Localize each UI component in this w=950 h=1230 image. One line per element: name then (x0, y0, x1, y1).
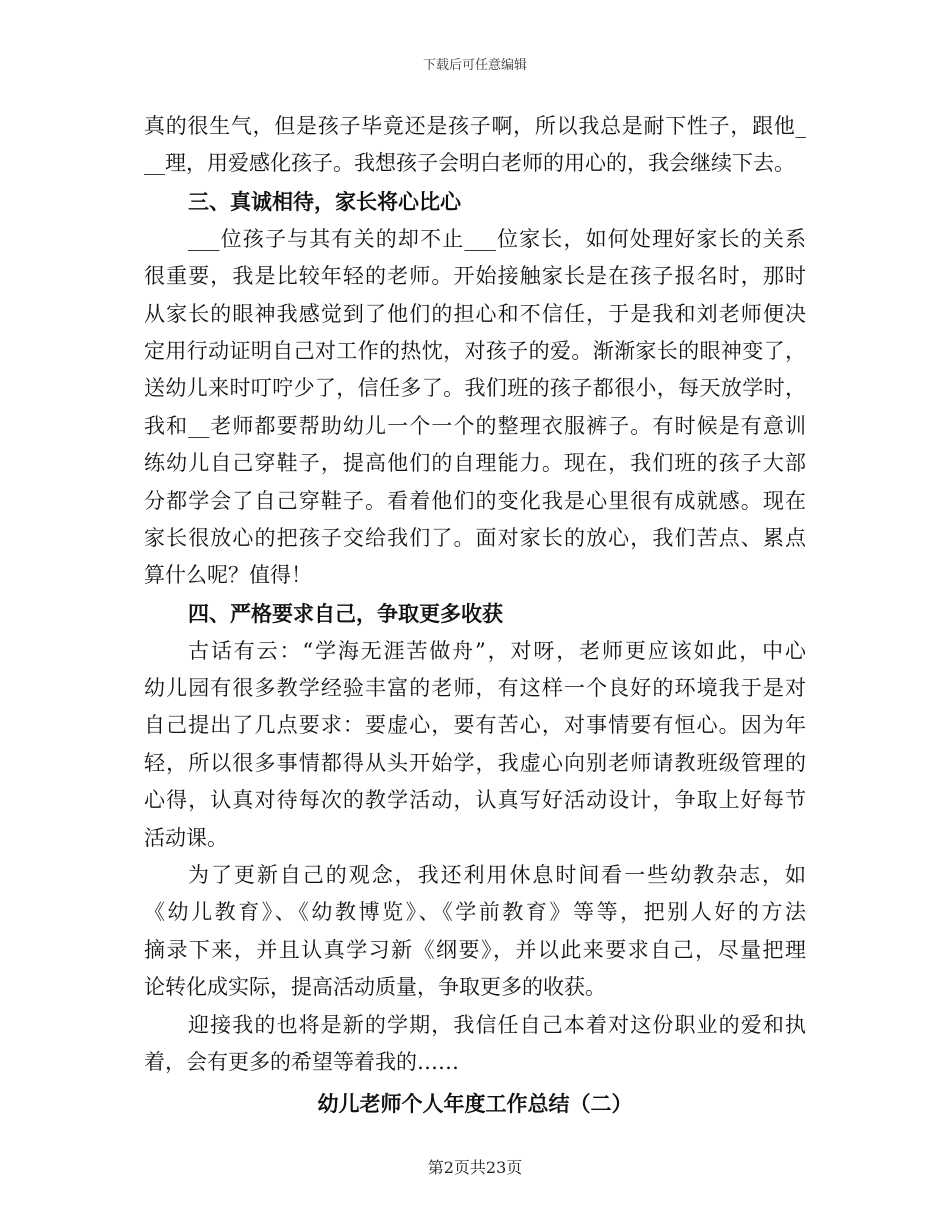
paragraph-parents (144, 221, 806, 595)
text-line: 我和__老师都要帮助幼儿一个一个的整理衣服裤子。有时候是有意训 (144, 413, 806, 438)
text-line: 活动课。 (144, 825, 228, 850)
text-line: 从家长的眼神我感觉到了他们的担心和不信任，于是我和刘老师便决 (144, 301, 806, 326)
section-heading-4: 四、严格要求自己，争取更多收获 (188, 600, 503, 626)
text-line: 送幼儿来时叮咛少了，信任多了。我们班的孩子都很小，每天放学时， (144, 376, 806, 401)
section-heading-3: 三、真诚相待，家长将心比心 (188, 188, 461, 214)
text-line: 很重要，我是比较年轻的老师。开始接触家长是在孩子报名时，那时 (144, 264, 806, 289)
section-title: 幼儿老师个人年度工作总结（二） (317, 1091, 633, 1117)
text-line: __理，用爱感化孩子。我想孩子会明白老师的用心的，我会继续下去。 (144, 151, 795, 176)
document-body (144, 108, 806, 1125)
text-line: 迎接我的也将是新的学期，我信任自己本着对这份职业的爱和执 (188, 1012, 806, 1037)
text-line: 轻，所以很多事情都得从头开始学，我虚心向别老师请教班级管理的 (144, 750, 806, 775)
text-line: ___位孩子与其有关的却不止___位家长，如何处理好家长的关系 (188, 226, 806, 251)
text-line: 《幼儿教育》、《幼教博览》、《学前教育》等等，把别人好的方法 (144, 900, 806, 925)
paragraph-closing (144, 1007, 806, 1082)
text-line: 论转化成实际，提高活动质量，争取更多的收获。 (144, 975, 606, 1000)
text-line: 真的很生气，但是孩子毕竟还是孩子啊，所以我总是耐下性子，跟他_ (144, 114, 806, 138)
text-line: 家长很放心的把孩子交给我们了。面对家长的放心，我们苦点、累点 (144, 525, 806, 550)
text-line: 着，会有更多的希望等着我的…… (144, 1049, 459, 1074)
paragraph-continuation (144, 108, 806, 183)
text-line: 为了更新自己的观念，我还利用休息时间看一些幼教杂志，如 (188, 863, 806, 888)
paragraph-self-requirements (144, 633, 806, 857)
text-line: 算什么呢？值得！ (144, 563, 312, 588)
text-line: 练幼儿自己穿鞋子，提高他们的自理能力。现在，我们班的孩子大部 (144, 451, 806, 476)
text-line: 古话有云：“学海无涯苦做舟”，对呀，老师更应该如此，中心 (188, 638, 806, 663)
text-line: 自己提出了几点要求：要虚心，要有苦心，对事情要有恒心。因为年 (144, 713, 806, 738)
text-line: 摘录下来，并且认真学习新《纲要》，并以此来要求自己，尽量把理 (144, 937, 806, 962)
page-number: 第2页共23页 (427, 1158, 523, 1177)
text-line: 分都学会了自己穿鞋子。看着他们的变化我是心里很有成就感。现在 (144, 488, 806, 513)
text-line: 定用行动证明自己对工作的热忱，对孩子的爱。渐渐家长的眼神变了， (144, 338, 806, 363)
page-header: 下载后可任意编辑 (422, 58, 527, 73)
paragraph-learning (144, 857, 806, 1007)
text-line: 幼儿园有很多教学经验丰富的老师，有这样一个良好的环境我于是对 (144, 676, 806, 701)
text-line: 心得，认真对待每次的教学活动，认真写好活动设计，争取上好每节 (144, 788, 806, 813)
